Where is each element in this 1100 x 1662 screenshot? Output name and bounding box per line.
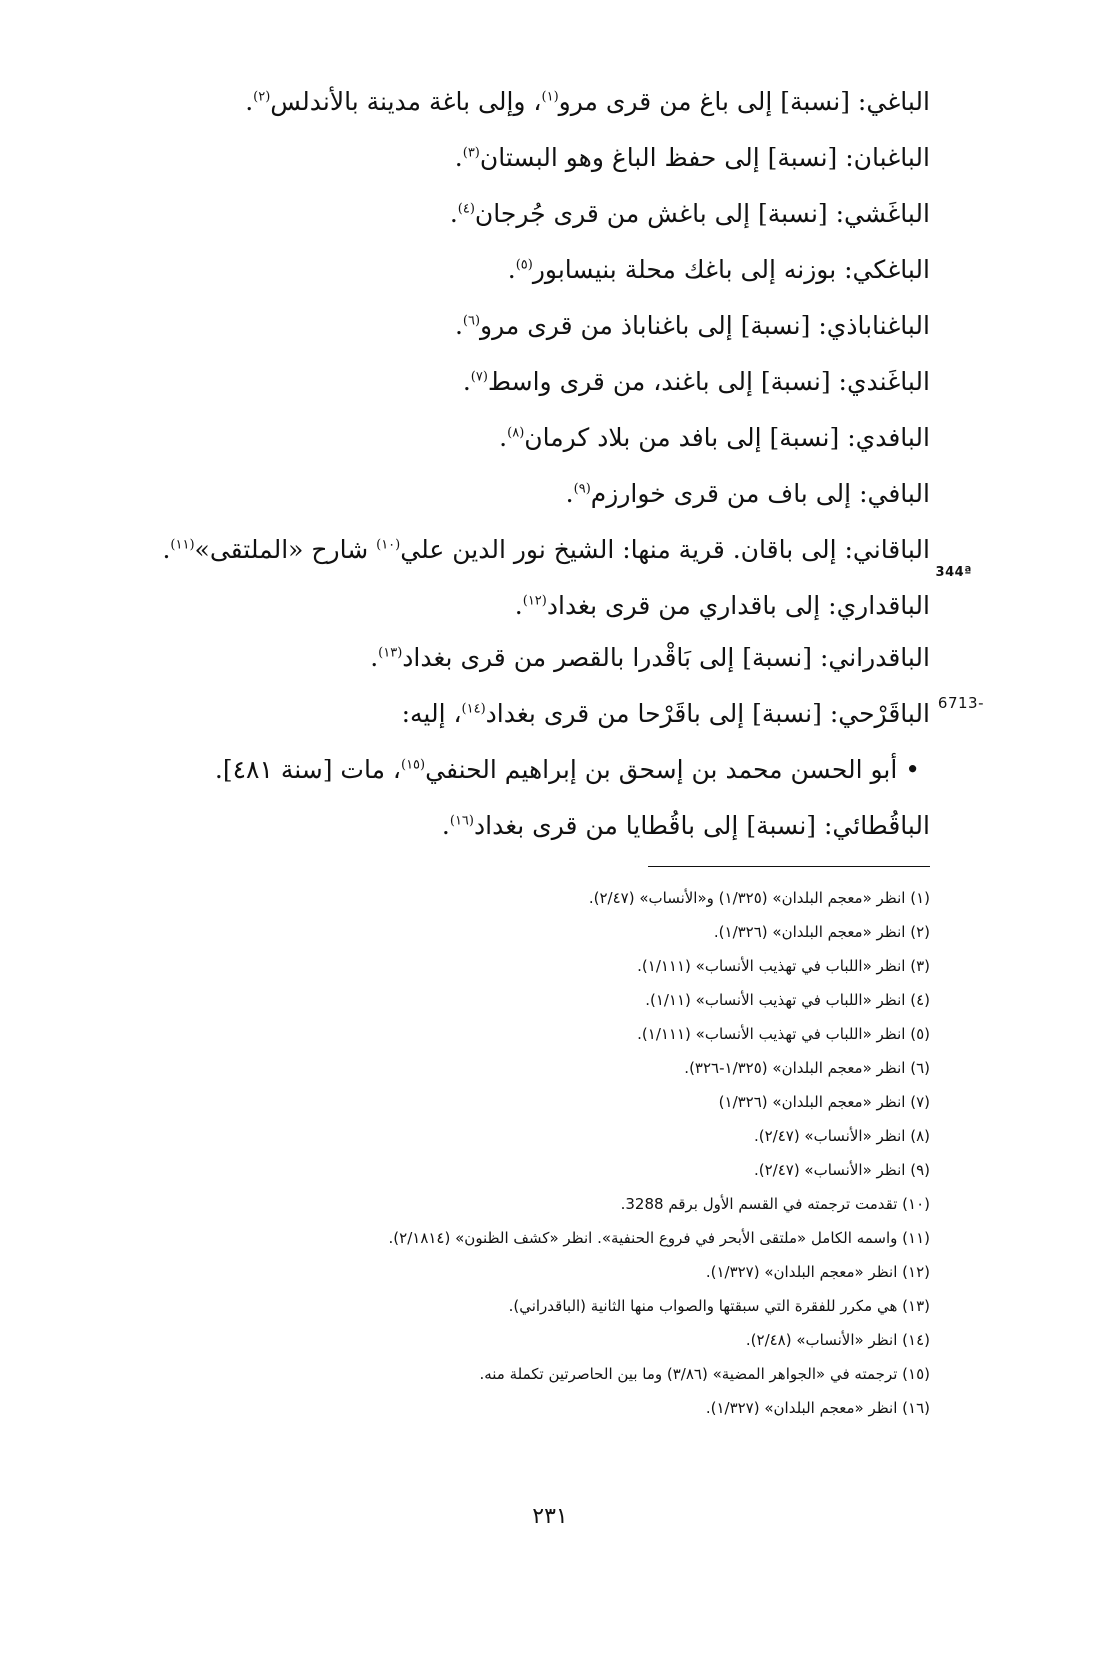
entry-abu-alhasan: • أبو الحسن محمد بن إسحق بن إبراهيم الحنفي$^{(١٥)}$، مات [سنة ٤٨١].: [214, 755, 920, 784]
footnote: (١٢) انظر «معجم البلدان» (١/٣٢٧).: [705, 1263, 930, 1281]
footnote-ref: (١٦): [449, 813, 474, 829]
entry-albaqarhi: الباقَرْحي: [نسبة] إلى باقَرْحا من قرى بغداد$^{(١٤)}$، إليه:: [401, 699, 930, 728]
footnote-ref: (١٤): [461, 701, 486, 717]
footnote-ref: (٦): [462, 313, 481, 329]
footnote-ref: (٨): [507, 425, 525, 441]
folio-marker: 344ª: [935, 565, 972, 580]
footnote-ref: (١٢): [522, 593, 547, 609]
footnote-ref: (١٣): [378, 645, 403, 661]
footnote-ref: (٢): [253, 89, 271, 105]
entry-albaqdrani: الباقدراني: [نسبة] إلى بَاقْدرا بالقصر من قرى بغداد$^{(١٣)}$.: [370, 643, 930, 672]
entry-albaghashi: الباغَشي: [نسبة] إلى باغش من قرى جُرجان$^{(٤)}$.: [449, 199, 930, 228]
page-number: ٢٣١: [532, 1504, 568, 1529]
entry-albaghki: الباغكي: بوزنه إلى باغك محلة بنيسابور$^{(٥)}$.: [507, 255, 930, 284]
footnote-separator: [648, 866, 930, 867]
folio-gap: [150, 626, 930, 642]
footnote: (٢) انظر «معجم البلدان» (١/٣٢٦).: [713, 923, 930, 941]
entry-albaghandi: الباغَندي: [نسبة] إلى باغند، من قرى واسط$^{(٧)}$.: [462, 367, 930, 396]
footnote-ref: (١): [541, 89, 559, 105]
footnote: (٤) انظر «اللباب في تهذيب الأنساب» (١/١١).: [645, 991, 930, 1009]
footnote: (٣) انظر «اللباب في تهذيب الأنساب» (١/١١١).: [637, 957, 930, 975]
footnote-ref: (١٥): [401, 757, 426, 773]
footnote-ref: (١٠): [376, 537, 401, 553]
footnote: (١٦) انظر «معجم البلدان» (١/٣٢٧).: [705, 1399, 930, 1417]
entry-albaqutai: الباقُطائي: [نسبة] إلى باقُطايا من قرى بغداد$^{(١٦)}$.: [441, 811, 930, 840]
footnote-ref: (١١): [170, 537, 195, 553]
main-text: [150, 86, 930, 866]
footnote: (٩) انظر «الأنساب» (٢/٤٧).: [753, 1161, 930, 1179]
entry-albaghi: الباغي: [نسبة] إلى باغ من قرى مرو$^{(١)}$، وإلى باغة مدينة بالأندلس$^{(٢)}$.: [245, 87, 930, 116]
footnote: (٧) انظر «معجم البلدان» (١/٣٢٦): [718, 1093, 930, 1111]
entry-albafdi: البافدي: [نسبة] إلى بافد من بلاد كرمان$^{(٨)}$.: [499, 423, 930, 452]
entry-albaqani: الباقاني: إلى باقان. قرية منها: الشيخ نور الدين علي$^{(١٠)}$ شارح «الملتقى»$^{(١١)}$.: [162, 535, 930, 564]
footnote: (١) انظر «معجم البلدان» (١/٣٢٥) و«الأنساب» (٢/٤٧).: [588, 889, 930, 907]
footnotes: [150, 888, 930, 1432]
entry-albafi: البافي: إلى باف من قرى خوارزم$^{(٩)}$.: [565, 479, 930, 508]
footnote-ref: (٩): [573, 481, 591, 497]
entry-number-marker: 6713-: [937, 694, 984, 712]
entry-albaghban: الباغبان: [نسبة] إلى حفظ الباغ وهو البستان$^{(٣)}$.: [454, 143, 930, 172]
footnote: (١١) واسمه الكامل «ملتقى الأبحر في فروع الحنفية». انظر «كشف الظنون» (٢/١٨١٤).: [388, 1229, 930, 1247]
footnote-ref: (٣): [462, 145, 480, 161]
footnote: (١٠) تقدمت ترجمته في القسم الأول برقم 3288.: [620, 1195, 930, 1213]
footnote: (١٤) انظر «الأنساب» (٢/٤٨).: [745, 1331, 930, 1349]
entry-albaghnabadhi: الباغناباذي: [نسبة] إلى باغناباذ من قرى مرو$^{(٦)}$.: [454, 311, 930, 340]
footnote: (٦) انظر «معجم البلدان» (١/٣٢٥-٣٢٦).: [684, 1059, 930, 1077]
footnote: (١٣) هي مكرر للفقرة التي سبقتها والصواب منها الثانية (الباقدراني).: [508, 1297, 930, 1315]
footnote-ref: (٤): [457, 201, 475, 217]
footnote: (٥) انظر «اللباب في تهذيب الأنساب» (١/١١١).: [637, 1025, 930, 1043]
footnote-ref: (٥): [515, 257, 533, 273]
footnote: (٨) انظر «الأنساب» (٢/٤٧).: [753, 1127, 930, 1145]
footnote-ref: (٧): [470, 369, 488, 385]
entry-albaqdari: الباقداري: إلى باقداري من قرى بغداد$^{(١٢)}$.: [514, 591, 930, 620]
footnote: (١٥) ترجمته في «الجواهر المضية» (٣/٨٦) وما بين الحاصرتين تكملة منه.: [479, 1365, 930, 1383]
